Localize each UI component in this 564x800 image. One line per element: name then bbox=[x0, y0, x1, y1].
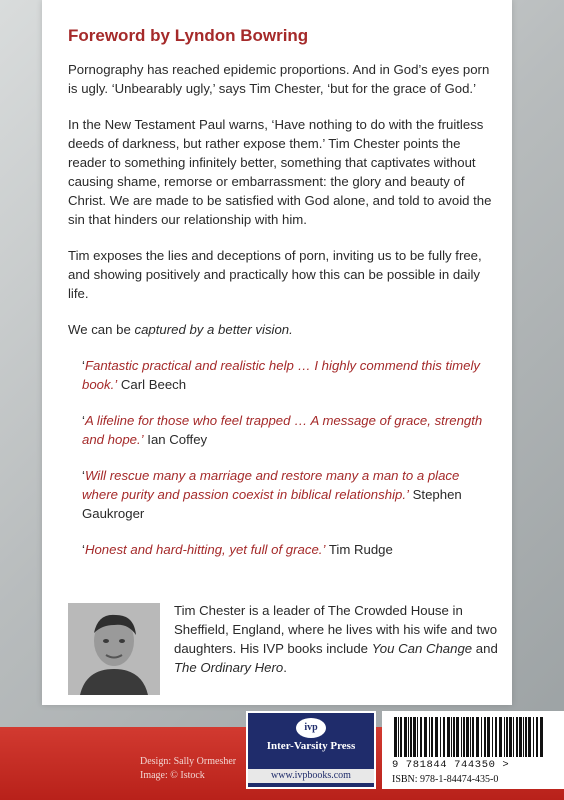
endorsement: ‘Honest and hard-hitting, yet full of grace.’ Tim Rudge bbox=[82, 542, 393, 557]
endorsement: ‘Fantastic practical and realistic help … I highly commend this timely book.’ Carl Beech bbox=[82, 358, 480, 392]
publisher-block bbox=[246, 711, 376, 789]
endorsement-author: Ian Coffey bbox=[147, 432, 208, 447]
endorsement-author: Tim Rudge bbox=[328, 542, 393, 557]
author-photo bbox=[68, 603, 160, 695]
barcode-block bbox=[382, 711, 564, 789]
endorsement-author: Stephen Gaukroger bbox=[82, 487, 462, 521]
foreword-title: Foreword by Lyndon Bowring bbox=[68, 26, 309, 45]
foreword-paragraph: Pornography has reached epidemic proportions. And in God’s eyes porn is ugly. ‘Unbearably ugly,’ says Tim Chester, ‘but for the grace of God.’ bbox=[68, 62, 490, 96]
barcode-number: 9 781844 744350 > bbox=[392, 759, 510, 771]
foreword-paragraph: Tim exposes the lies and deceptions of porn, inviting us to be fully free, and showing positively and practically how this can be possible in daily life. bbox=[68, 248, 482, 301]
book-title: You Can Change bbox=[371, 641, 473, 656]
author-bio: Tim Chester is a leader of The Crowded House in Sheffield, England, where he lives with his wife and two daughters. His IVP books include You Can Change and The Ordinary Hero. bbox=[174, 603, 498, 675]
isbn-number: ISBN: 978-1-84474-435-0 bbox=[392, 774, 499, 785]
endorsement-text: Fantastic practical and realistic help … I highly commend this timely book. bbox=[82, 358, 480, 392]
barcode-bars-icon bbox=[394, 717, 554, 759]
publisher-url: www.ivpbooks.com bbox=[248, 769, 374, 783]
design-credit: Design: Sally Ormesher bbox=[140, 756, 237, 767]
cover-credits bbox=[140, 755, 236, 783]
endorsement-author: Carl Beech bbox=[120, 377, 187, 392]
image-credit: Image: © Istock bbox=[140, 770, 205, 781]
closing-italic: captured by a better vision. bbox=[134, 322, 293, 337]
back-cover-panel bbox=[42, 0, 512, 705]
endorsement-text: Will rescue many a marriage and restore many a man to a place where purity and passion coexist in biblical relationship. bbox=[82, 468, 460, 502]
foreword-section bbox=[68, 26, 498, 576]
ivp-logo-icon: ivp bbox=[296, 718, 326, 738]
foreword-paragraph: In the New Testament Paul warns, ‘Have nothing to do with the fruitless deeds of darkness, but rather expose them.’ Tim Chester points the reader to something infinitely better, something that captivates without causing shame, remorse or embarrassment: the glory and beauty of Christ. We are made to be satisfied with God alone, and told to avoid the sin that hinders our relationship with him. bbox=[68, 117, 492, 227]
endorsement-text: Honest and hard-hitting, yet full of grace. bbox=[84, 542, 323, 557]
closing-prefix: We can be bbox=[68, 322, 135, 337]
endorsement-text: A lifeline for those who feel trapped … A message of grace, strength and hope. bbox=[82, 413, 483, 447]
foreword-closing bbox=[68, 320, 498, 339]
book-title: The Ordinary Hero bbox=[174, 660, 284, 675]
endorsement: ‘A lifeline for those who feel trapped … A message of grace, strength and hope.’ Ian Coffey bbox=[82, 413, 483, 447]
publisher-name: Inter-Varsity Press bbox=[266, 740, 356, 752]
endorsement: ‘Will rescue many a marriage and restore many a man to a place where purity and passion coexist in biblical relationship.’ Stephen Gaukroger bbox=[82, 468, 462, 521]
